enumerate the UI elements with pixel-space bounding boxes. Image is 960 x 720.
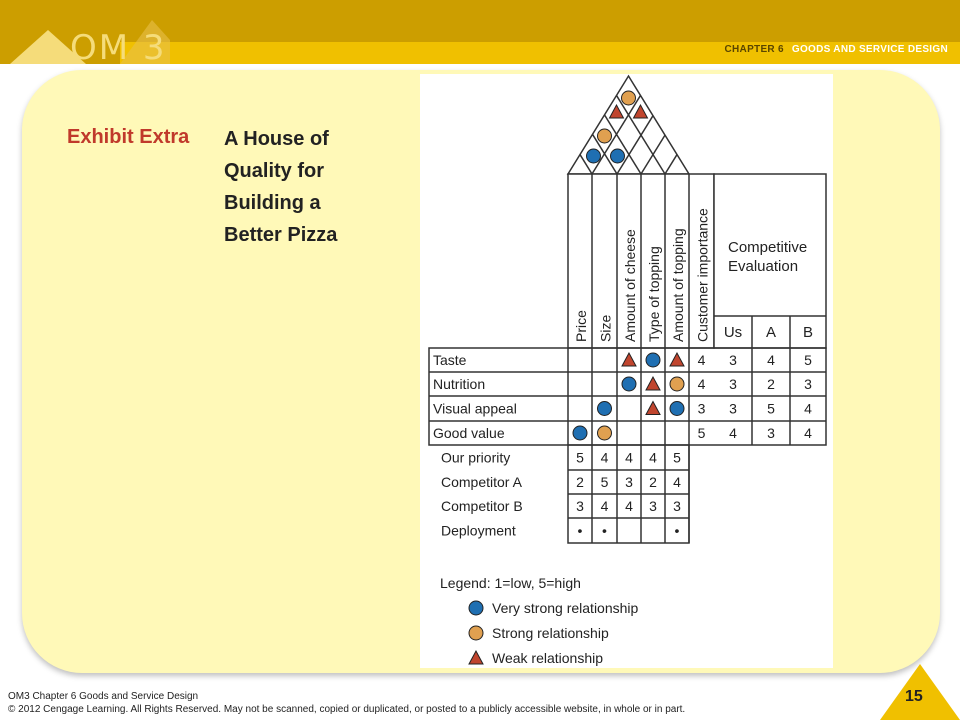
rating-us: 3	[729, 376, 737, 392]
title-line: A House of	[224, 128, 329, 150]
technical-value: 3	[576, 498, 584, 514]
rating-a: 4	[767, 352, 775, 368]
technical-value: 4	[649, 449, 657, 466]
very-strong-relationship-circle	[598, 402, 612, 416]
technical-row-label: Competitor A	[441, 474, 522, 490]
rating-us: 3	[729, 400, 737, 417]
column-header-label: Customer importance	[694, 208, 711, 342]
technical-row-label: Deployment	[441, 522, 516, 539]
importance-value: 4	[697, 352, 706, 368]
very-strong-relationship-circle	[670, 402, 684, 416]
competitive-title: Competitive	[728, 239, 808, 256]
rating-b: 4	[804, 400, 812, 417]
exhibit-label: Exhibit Extra	[67, 126, 190, 148]
rating-a: 3	[767, 425, 775, 441]
legend-symbol	[469, 626, 483, 640]
footer-copyright: © 2012 Cengage Learning. All Rights Reserved. May not be scanned, copied or duplicated, or posted to a publicly accessible website, in whole or in part.	[8, 704, 686, 715]
rating-b: 5	[804, 352, 812, 368]
legend-label: Strong relationship	[492, 625, 609, 641]
house-of-quality-figure	[420, 74, 833, 668]
technical-value: •	[577, 522, 583, 539]
technical-value: 5	[576, 449, 584, 466]
slide-title	[224, 123, 404, 251]
column-header-label: Size	[597, 314, 614, 342]
chapter-number: CHAPTER 6	[724, 44, 784, 55]
logo-text: OM 3	[70, 28, 167, 64]
technical-value: 2	[649, 474, 657, 490]
roof-correlation-mark	[598, 129, 612, 143]
footer-text	[8, 690, 685, 716]
title-line: Better Pizza	[224, 224, 338, 246]
competitive-column-label: A	[765, 324, 777, 341]
technical-row-label: Our priority	[441, 449, 511, 466]
competitive-column-label: B	[802, 324, 814, 341]
technical-value: 4	[625, 498, 633, 514]
legend-symbol	[469, 651, 483, 664]
header-bar	[0, 0, 960, 64]
strong-relationship-circle	[670, 377, 684, 391]
legend-title: Legend: 1=low, 5=high	[440, 575, 581, 591]
rating-us: 3	[729, 352, 737, 368]
technical-value: 4	[600, 498, 609, 514]
column-header-label: Type of topping	[646, 246, 662, 342]
customer-requirement-label: Nutrition	[433, 376, 486, 392]
weak-relationship-triangle	[622, 353, 636, 366]
technical-value: 4	[673, 474, 681, 490]
weak-relationship-triangle	[646, 402, 660, 415]
strong-relationship-circle	[598, 426, 612, 440]
technical-value: 2	[576, 474, 584, 490]
technical-value: 5	[600, 474, 609, 490]
footer-course: OM3 Chapter 6 Goods and Service Design	[8, 691, 199, 702]
column-header-label: Price	[573, 310, 589, 342]
weak-relationship-triangle	[646, 377, 660, 390]
technical-value: 3	[649, 498, 657, 514]
rating-a: 2	[767, 376, 775, 392]
chapter-title: GOODS AND SERVICE DESIGN	[791, 44, 948, 55]
column-header-label: Amount of cheese	[622, 229, 638, 342]
column-header-label: Amount of topping	[670, 228, 686, 342]
very-strong-relationship-circle	[573, 426, 587, 440]
technical-value: 3	[673, 498, 681, 514]
importance-value: 5	[697, 425, 706, 441]
legend-symbol	[469, 601, 483, 615]
competitive-title: Evaluation	[728, 258, 799, 275]
title-line: Building a	[224, 192, 321, 214]
technical-value: 4	[600, 449, 609, 466]
technical-value: •	[674, 522, 680, 539]
chapter-heading	[725, 44, 949, 55]
page-number: 15	[905, 688, 923, 705]
house-of-quality-diagram	[420, 74, 833, 668]
technical-value: •	[602, 522, 607, 539]
technical-value: 3	[625, 474, 633, 490]
title-line: Quality for	[224, 160, 325, 182]
rating-us: 4	[729, 425, 737, 441]
technical-value: 4	[625, 449, 633, 466]
weak-relationship-triangle	[670, 353, 684, 366]
roof-correlation-mark	[587, 149, 601, 163]
very-strong-relationship-circle	[622, 377, 636, 391]
importance-value: 4	[697, 376, 706, 392]
roof-correlation-mark	[622, 91, 636, 105]
customer-requirement-label: Taste	[433, 352, 467, 368]
legend-label: Very strong relationship	[492, 600, 639, 616]
rating-b: 3	[804, 376, 812, 392]
rating-a: 5	[767, 400, 775, 417]
importance-value: 3	[697, 400, 706, 417]
technical-row-label: Competitor B	[441, 498, 523, 514]
rating-b: 4	[804, 425, 812, 441]
roof-correlation-mark	[611, 149, 625, 163]
competitive-column-label: Us	[723, 324, 743, 341]
very-strong-relationship-circle	[646, 353, 660, 367]
customer-requirement-label: Good value	[433, 425, 505, 441]
technical-value: 5	[673, 449, 681, 466]
legend-label: Weak relationship	[492, 650, 604, 666]
customer-requirement-label: Visual appeal	[433, 400, 517, 417]
